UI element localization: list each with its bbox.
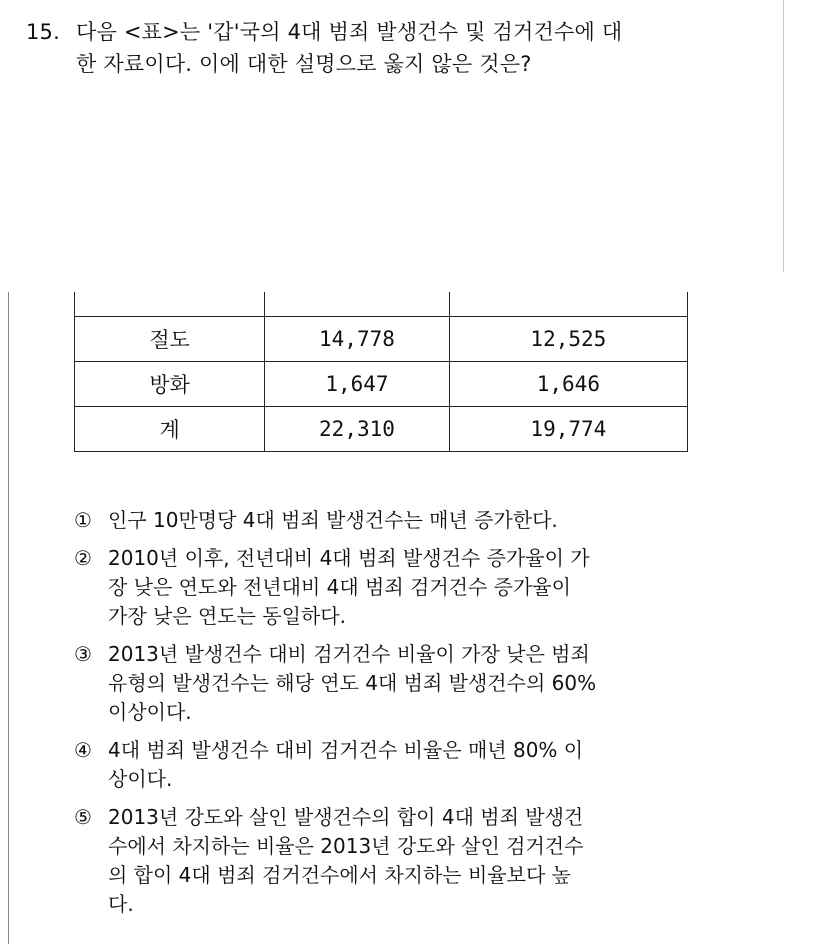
option-line: 가장 낮은 연도는 동일하다. bbox=[108, 604, 346, 628]
crime-table bbox=[74, 292, 688, 452]
answer-option-1[interactable] bbox=[74, 506, 774, 535]
column-divider-right bbox=[783, 0, 784, 272]
option-line: 다. bbox=[108, 892, 134, 916]
question-line-1 bbox=[26, 16, 766, 48]
option-line: 유형의 발생건수는 해당 연도 4대 범죄 발생건수의 60% bbox=[108, 671, 597, 695]
option-line: 2013년 강도와 살인 발생건수의 합이 4대 범죄 발생건 bbox=[108, 805, 584, 829]
question-number: 15. bbox=[26, 20, 60, 44]
option-line: 이상이다. bbox=[108, 700, 192, 724]
option-marker: ④ bbox=[74, 738, 92, 762]
crime-type-cell: 방화 bbox=[75, 362, 265, 407]
crime-table-wrap bbox=[74, 292, 688, 452]
option-marker: ① bbox=[74, 508, 92, 532]
option-marker: ② bbox=[74, 546, 92, 570]
answer-option-3[interactable] bbox=[74, 640, 774, 727]
arrested-count-cell: 12,525 bbox=[449, 317, 687, 362]
option-line: 장 낮은 연도와 전년대비 4대 범죄 검거건수 증가율이 bbox=[108, 575, 571, 599]
arrested-count-cell: 19,774 bbox=[449, 407, 687, 452]
answer-options bbox=[74, 506, 774, 928]
option-marker: ③ bbox=[74, 642, 92, 666]
crime-type-cell: 절도 bbox=[75, 317, 265, 362]
option-line: 인구 10만명당 4대 범죄 발생건수는 매년 증가한다. bbox=[108, 508, 558, 532]
question-stem bbox=[26, 16, 766, 80]
option-line: 수에서 차지하는 비율은 2013년 강도와 살인 검거건수 bbox=[108, 834, 584, 858]
table-cell bbox=[75, 292, 265, 317]
option-line: 4대 범죄 발생건수 대비 검거건수 비율은 매년 80% 이 bbox=[108, 738, 584, 762]
table-row-cut bbox=[75, 292, 688, 317]
answer-option-5[interactable] bbox=[74, 803, 774, 919]
column-divider-left bbox=[8, 292, 9, 944]
crime-type-cell: 계 bbox=[75, 407, 265, 452]
table-row bbox=[75, 317, 688, 362]
table-row-total bbox=[75, 407, 688, 452]
occurred-count-cell: 1,647 bbox=[265, 362, 450, 407]
option-line: 상이다. bbox=[108, 767, 173, 791]
occurred-count-cell: 14,778 bbox=[265, 317, 450, 362]
answer-option-4[interactable] bbox=[74, 736, 774, 794]
table-row bbox=[75, 362, 688, 407]
option-line: 의 합이 4대 범죄 검거건수에서 차지하는 비율보다 높 bbox=[108, 863, 571, 887]
table-cell bbox=[265, 292, 450, 317]
occurred-count-cell: 22,310 bbox=[265, 407, 450, 452]
option-line: 2010년 이후, 전년대비 4대 범죄 발생건수 증가율이 가 bbox=[108, 546, 590, 570]
table-cell bbox=[449, 292, 687, 317]
question-line-2: 한 자료이다. 이에 대한 설명으로 옳지 않은 것은? bbox=[76, 52, 532, 76]
option-marker: ⑤ bbox=[74, 805, 92, 829]
arrested-count-cell: 1,646 bbox=[449, 362, 687, 407]
answer-option-2[interactable] bbox=[74, 544, 774, 631]
question-text-1: 다음 <표>는 '갑'국의 4대 범죄 발생건수 및 검거건수에 대 bbox=[76, 20, 623, 44]
option-line: 2013년 발생건수 대비 검거건수 비율이 가장 낮은 범죄 bbox=[108, 642, 590, 666]
